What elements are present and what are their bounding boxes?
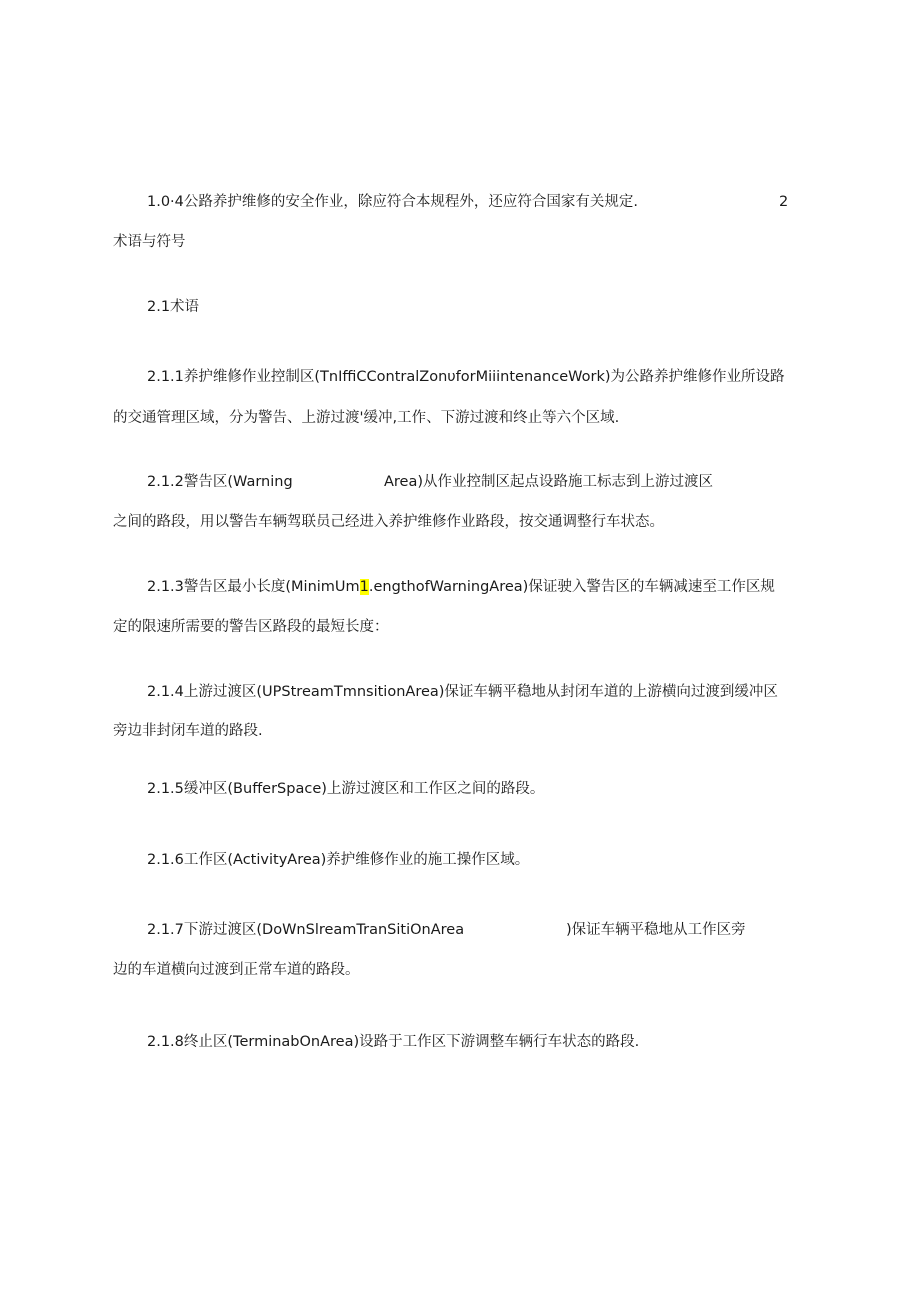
term-2-1-7-line2: 边的车道横向过渡到正常车道的路段。 [113, 962, 360, 978]
highlighted-text: 1 [359, 579, 369, 595]
term-2-1-6: 2.1.6工作区(ActivityArea)养护维修作业的施工操作区域。 [147, 852, 530, 868]
term-2-1-7-part1: 2.1.7下游过渡区(DoWnSlreamTranSitiOnArea [147, 922, 465, 938]
paragraph-1-0-4: 1.0·4公路养护维修的安全作业，除应符合本规程外，还应符合国家有关规定. [147, 194, 639, 210]
term-2-1-1-line2: 的交通管理区域，分为警告、上游过渡'缓冲,工作、下游过渡和终止等六个区域. [113, 410, 620, 426]
section-title-2-1: 2.1术语 [147, 299, 200, 315]
term-2-1-3-line1 [147, 577, 775, 597]
term-2-1-3-pre: 2.1.3警告区最小长度(MinimUm [147, 579, 360, 595]
term-2-1-1-line1: 2.1.1养护维修作业控制区(TnIffiCContralZonυforMiiintenanceWork)为公路养护维修作业所设路 [147, 369, 785, 385]
term-2-1-4-line1: 2.1.4上游过渡区(UPStreamTmnsitionArea)保证车辆平稳地从封闭车道的上游横向过渡到缓冲区 [147, 684, 778, 700]
page-number: 2 [779, 194, 789, 210]
term-2-1-2-part1: 2.1.2警告区(Warning [147, 474, 293, 490]
term-2-1-5: 2.1.5缓冲区(BufferSpace)上游过渡区和工作区之间的路段。 [147, 781, 545, 797]
chapter-title: 术语与符号 [113, 234, 186, 250]
term-2-1-4-line2: 旁边非封闭车道的路段. [113, 723, 263, 739]
term-2-1-3-post: .engthofWarningArea)保证驶入警告区的车辆减速至工作区规 [368, 579, 775, 595]
term-2-1-7-part2: )保证车辆平稳地从工作区旁 [566, 922, 746, 938]
term-2-1-8: 2.1.8终止区(TerminabOnArea)设路于工作区下游调整车辆行车状态的路段. [147, 1034, 640, 1050]
term-2-1-2-part2: Area)从作业控制区起点设路施工标志到上游过渡区 [384, 474, 714, 490]
term-2-1-3-line2: 定的限速所需要的警告区路段的最短长度： [113, 619, 389, 635]
term-2-1-2-line2: 之间的路段，用以警告车辆驾联员己经进入养护维修作业路段，按交通调整行车状态。 [113, 514, 664, 530]
